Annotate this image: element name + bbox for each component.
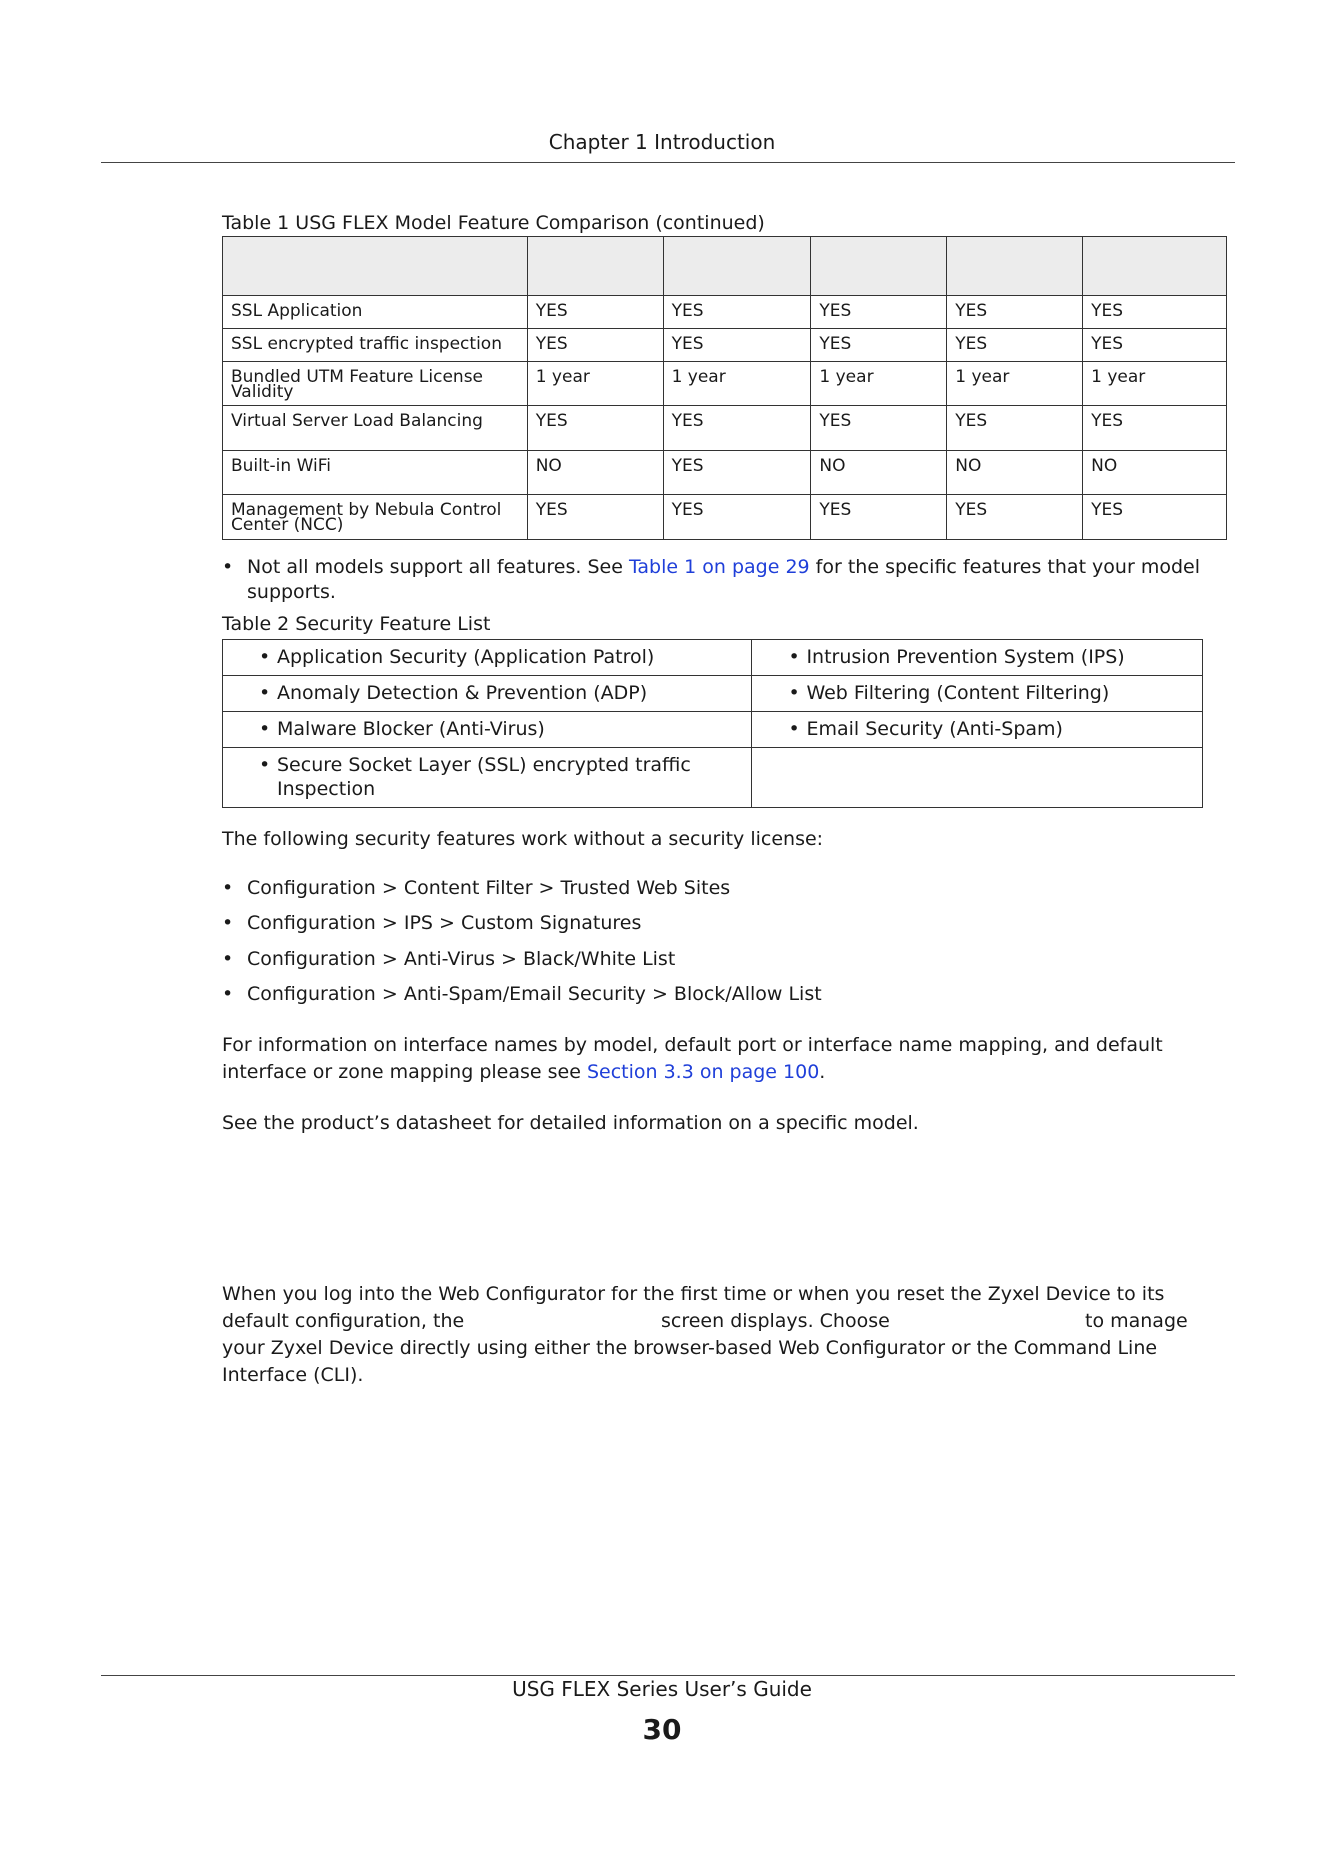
cell: NO <box>947 451 1083 495</box>
feature-cell: • Application Security (Application Patrol) <box>223 640 752 676</box>
datasheet-paragraph: See the product’s datasheet for detailed information on a specific model. <box>222 1112 919 1134</box>
feature-cell: • Email Security (Anti-Spam) <box>752 712 1203 748</box>
login-line-2a: default configuration, the <box>222 1310 465 1332</box>
cell: NO <box>811 451 947 495</box>
cell: YES <box>1083 495 1227 540</box>
footer-rule <box>101 1675 1235 1676</box>
note-bullet: • <box>222 556 234 578</box>
table1-caption: Table 1 USG FLEX Model Feature Comparison (continued) <box>222 212 765 234</box>
cell: YES <box>663 296 811 329</box>
feature-cell: • Malware Blocker (Anti-Virus) <box>223 712 752 748</box>
table-row <box>223 406 1227 451</box>
feature-name: SSL encrypted traffic inspection <box>223 329 528 362</box>
table-row <box>223 640 1203 676</box>
note-text: Not all models support all features. See <box>247 556 629 578</box>
cell: YES <box>527 495 663 540</box>
cell: YES <box>663 329 811 362</box>
cell: YES <box>811 296 947 329</box>
feature-name: Management by Nebula Control Center (NCC) <box>223 495 528 540</box>
chapter-title: Chapter 1 Introduction <box>548 130 776 154</box>
cell: 1 year <box>527 362 663 406</box>
model-support-note <box>247 555 1217 605</box>
login-line-3: your Zyxel Device directly using either the browser-based Web Configurator or the Command Line <box>222 1337 1158 1359</box>
cell: YES <box>811 329 947 362</box>
feature-name: Virtual Server Load Balancing <box>223 406 528 451</box>
cell: 1 year <box>947 362 1083 406</box>
login-line-2c: to manage <box>1085 1310 1188 1332</box>
feature-name: SSL Application <box>223 296 528 329</box>
cell: YES <box>1083 296 1227 329</box>
login-line-2b: screen displays. Choose <box>661 1310 890 1332</box>
cell: NO <box>1083 451 1227 495</box>
cell: 1 year <box>811 362 947 406</box>
note-text-end: for the specific features that your model supports. <box>247 556 1200 603</box>
section-3-3-link[interactable]: Section 3.3 on page 100 <box>586 1061 820 1083</box>
guide-title: USG FLEX Series User’s Guide <box>512 1677 812 1701</box>
no-license-intro: The following security features work without a security license: <box>222 828 824 850</box>
header-cell <box>527 237 663 296</box>
login-line-4: Interface (CLI). <box>222 1364 364 1386</box>
cell: 1 year <box>1083 362 1227 406</box>
table-row <box>223 748 1203 808</box>
table-header-row <box>223 237 1227 296</box>
cell: NO <box>527 451 663 495</box>
cell: YES <box>947 329 1083 362</box>
header-cell <box>223 237 528 296</box>
table-row <box>223 495 1227 540</box>
header-cell <box>947 237 1083 296</box>
feature-name: Bundled UTM Feature License Validity <box>223 362 528 406</box>
security-feature-table <box>222 639 1203 808</box>
feature-cell: • Web Filtering (Content Filtering) <box>752 676 1203 712</box>
cell: YES <box>947 495 1083 540</box>
table-row <box>223 329 1227 362</box>
cell: YES <box>663 495 811 540</box>
feature-cell: • Intrusion Prevention System (IPS) <box>752 640 1203 676</box>
feature-name: Built-in WiFi <box>223 451 528 495</box>
page-number: 30 <box>642 1713 682 1746</box>
table-row <box>223 676 1203 712</box>
table1-page29-link[interactable]: Table 1 on page 29 <box>628 556 810 578</box>
table-row <box>223 296 1227 329</box>
header-cell <box>811 237 947 296</box>
cell: YES <box>663 451 811 495</box>
table2-caption: Table 2 Security Feature List <box>222 613 491 635</box>
cell: YES <box>811 406 947 451</box>
cell: YES <box>1083 329 1227 362</box>
feature-comparison-table <box>222 236 1227 540</box>
interface-mapping-paragraph: For information on interface names by model, default port or interface name mapping, and default interface or zone mapping please see Section 3.3 on page 100. <box>222 1034 1163 1083</box>
cell: YES <box>527 329 663 362</box>
cell: YES <box>527 406 663 451</box>
cell: 1 year <box>663 362 811 406</box>
feature-cell: • Anomaly Detection & Prevention (ADP) <box>223 676 752 712</box>
table-row <box>223 362 1227 406</box>
cell: YES <box>947 296 1083 329</box>
cell: YES <box>527 296 663 329</box>
cell: YES <box>1083 406 1227 451</box>
login-line-1: When you log into the Web Configurator for the first time or when you reset the Zyxel Device to its <box>222 1283 1165 1305</box>
table-row <box>223 712 1203 748</box>
table-row <box>223 451 1227 495</box>
cell: YES <box>663 406 811 451</box>
cell: YES <box>947 406 1083 451</box>
header-cell <box>663 237 811 296</box>
header-rule <box>101 162 1235 163</box>
cell: YES <box>811 495 947 540</box>
empty-cell <box>752 748 1203 808</box>
header-cell <box>1083 237 1227 296</box>
feature-cell: • Secure Socket Layer (SSL) encrypted traffic Inspection <box>223 748 752 808</box>
